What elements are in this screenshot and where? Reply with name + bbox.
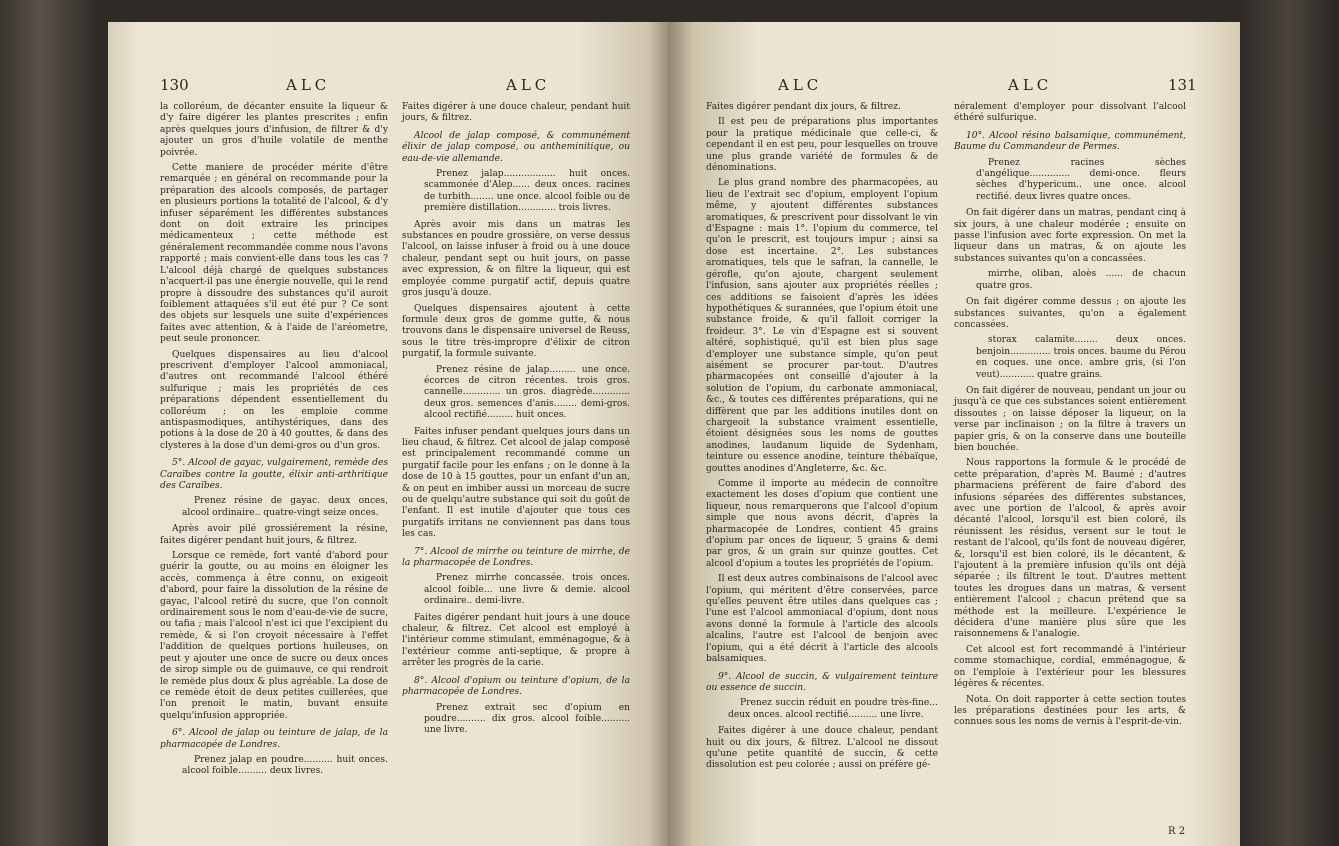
recipe: Prenez extrait sec d'opium en poudre.......... dix gros. alcool foible.......... une livre. (424, 702, 630, 736)
page-number-left: 130 (160, 76, 189, 94)
recipe: storax calamite........ deux onces. benjoin.............. trois onces. baume du Pérou en coques. une once. ambre gris, (si l'on veut)............ quatre grains. (976, 335, 1186, 380)
recipe: Prenez jalap en poudre.......... huit onces. alcool foible.......... deux livres. (182, 754, 388, 777)
signature-mark: R 2 (1168, 826, 1186, 837)
paragraph: Faites digérer pendant dix jours, & filtrez. (706, 102, 901, 112)
paragraph: Faites digérer à une douce chaleur, pendant huit jours, & filtrez. (402, 102, 630, 124)
section-heading: 5°. Alcool de gayac, vulgairement, remède des Caraïbes contre la goutte, élixir anti-arthritique des Caraïbes. (160, 458, 388, 491)
page-number-right: 131 (1168, 76, 1197, 94)
paragraph: Comme il importe au médecin de connoître exactement les doses d'opium que contient une liqueur, nous remarquerons que l'alcool d'opium simple que nous avons décrit, d'après la pharmacopée de Londres, contient 45 grains d'opium par onces de liqueur, 5 grains & demi par gros, & un grain sur quinze gouttes. Cet alcool d'opium a toutes les propriétés de l'opium. (706, 479, 938, 569)
right-page (668, 22, 1240, 846)
paragraph: Après avoir pilé grossiérement la résine, faites digérer pendant huit jours, & filtrez. (160, 524, 388, 546)
left-column-2 (402, 102, 630, 742)
paragraph: Cet alcool est fort recommandé à l'intérieur comme stomachique, cordial, emménagogue, & on l'emploie à l'extérieur pour les blessures légères & récentes. (954, 644, 1186, 690)
section-heading: Alcool de jalap composé, & communément élixir de jalap composé, ou antheminitique, ou eau-de-vie allemande. (402, 130, 630, 164)
recipe: Prenez mirrhe concassée. trois onces. alcool foible... une livre & demie. alcool ordinaire.. demi-livre. (424, 573, 630, 607)
recipe: mirrhe, oliban, aloès ...... de chacun quatre gros. (976, 269, 1186, 291)
paragraph: Faites digérer à une douce chaleur, pendant huit ou dix jours, & filtrez. L'alcool ne dissout qu'une petite quantité de succin, & cette dissolution est peu colorée ; aussi on préfère gé- (706, 726, 938, 771)
paragraph: Nous rapportons la formule & le procédé de cette préparation, d'après M. Baumé ; d'autres pharmaciens préfèrent de faire d'abord des infusions séparées des différentes substances, avec une portion de l'alcool, & après avoir décanté l'alcool, lorsqu'il est bien coloré, ils réunissent les résidus, versent sur le tout le restant de l'alcool, qu'ils font de nouveau digérer, &, lorsqu'il est bien coloré, ils le décantent, & l'ajoutent à la première infusion qu'ils ont déjà séparée ; ils filtrent le tout. D'autres mettent toutes les drogues dans un matras, & versent entièrement l'alcool ; chacun prétend que sa méthode est la meilleure. L'expérience le décidera d'une manière plus sûre que les raisonnemens & l'analogie. (954, 458, 1186, 640)
paragraph: Faites digérer pendant huit jours à une douce chaleur, & filtrez. Cet alcool est employé à l'intérieur comme stimulant, emménagogue, & à l'extérieur comme anti-septique, & propre à arrêter les progrès de la carie. (402, 612, 630, 669)
paragraph: On fait digérer dans un matras, pendant cinq à six jours, à une chaleur modérée ; ensuite on passe l'infusion avec forte expression. On met la liqueur dans un matras, & on ajoute les substances suivantes qu'on a concassées. (954, 208, 1186, 264)
running-head-right-1: ALC (778, 76, 823, 94)
paragraph: Quelques dispensaires au lieu d'alcool prescrivent d'employer l'alcool ammoniacal, d'autres ont recommandé l'alcool éthéré sulfurique ; mais les propriétés de ces préparations dépendent essentiellement du colloréum ; on les emploie comme antispasmodiques, antihystériques, dans des potions à la dose de 20 à 40 gouttes, & dans des clysteres à la dose d'un demi-gros ou d'un gros. (160, 349, 388, 451)
section-heading: 7°. Alcool de mirrhe ou teinture de mirrhe, de la pharmacopée de Londres. (402, 546, 630, 569)
right-column-1 (706, 102, 938, 776)
left-page (108, 22, 668, 846)
running-head-left-2: ALC (506, 76, 551, 94)
paragraph: néralement d'employer pour dissolvant l'alcool éthéré sulfurique. (954, 102, 1186, 124)
section-heading: 10°. Alcool résino balsamique, communément, Baume du Commandeur de Permes. (954, 130, 1186, 153)
paragraph: Quelques dispensaires ajoutent à cette formule deux gros de gomme gutte, & nous trouvons dans le dispensaire universel de Reuss, sous le titre très-impropre d'élixir de citron purgatif, la formule suivante. (402, 303, 630, 360)
recipe: Prenez racines sèches d'angélique.............. demi-once. fleurs sèches d'hypericum.. une once. alcool rectifié. deux livres quatre onces. (976, 157, 1186, 202)
section-heading: 8°. Alcool d'opium ou teinture d'opium, de la pharmacopée de Londres. (402, 675, 630, 698)
paragraph: On fait digérer comme dessus ; on ajoute les substances suivantes, qu'on a également concassées. (954, 297, 1186, 330)
paragraph: Cette maniere de procéder mérite d'être remarquée ; en général on recommande pour la préparation des alcools composés, de partager en plusieurs portions la totalité de l'alcool, & d'y infuser séparément les différentes substances dont on doit extraire les principes médicamenteux ; cette méthode est généralement recommandée comme nous l'avons rapporté ; mais convient-elle dans tous les cas ? L'alcool déjà chargé de quelques substances n'acquert-il pas une énergie nouvelle, qui le rend propre à dissoudre des substances qu'il auroit foiblement attaquées s'il eut été pur ? Ce sont des objets sur lesquels une suite d'expériences faites avec attention, & à l'aide de l'aréometre, peut seule prononcer. (160, 163, 389, 345)
right-column-2 (954, 102, 1186, 733)
recipe: Prenez succin réduit en poudre très-fine... deux onces. alcool rectifié.......... une livre. (728, 698, 938, 720)
paragraph: la colloréum, de décanter ensuite la liqueur & d'y faire digérer les plantes prescrites ; enfin après quelques jours d'infusion, de filtrer & d'y ajouter un gros d'huile volatile de menthe poivrée. (160, 102, 388, 158)
recipe: Prenez résine de jalap......... une once. écorces de citron récentes. trois gros. cannelle............. un gros. diagrède............. deux gros. semences d'anis........ demi-gros. alcool rectifié......... huit onces. (424, 364, 630, 421)
paragraph: On fait digérer de nouveau, pendant un jour ou jusqu'à ce que ces substances soient entièrement dissoutes ; on laisse déposer la liqueur, on la verse par inclinaison ; on la filtre à travers un papier gris, & on la conserve dans une bouteille bien bouchée. (954, 385, 1186, 453)
paragraph: Faites infuser pendant quelques jours dans un lieu chaud, & filtrez. Cet alcool de jalap composé est principalement recommandé comme un purgatif facile pour les enfans ; on le donne à la dose de 10 à 15 gouttes, pour un enfant d'un an, & on peut en imbiber aussi un morceau de sucre ou de quelqu'autre substance qui soit du goût de l'enfant. Il est inutile d'ajouter que tous ces purgatifs irritans ne conviennent pas dans tous les cas. (402, 426, 630, 540)
paragraph: Le plus grand nombre des pharmacopées, au lieu de l'extrait sec d'opium, employent l'opium même, y ajoutent différentes substances aromatiques, & prescrivent pour dissolvant le vin d'Espagne : mais 1°. l'opium du commerce, tel qu'on le prescrit, est toujours impur ; ainsi sa dose est incertaine. 2°. Les substances aromatiques, tels que le safran, la cannelle, le gérofle, qu'on ajoute, chargent seulement l'infusion, sans ajouter aux propriétés réelles ; ces additions se faisoient d'après les idées hypothétiques & surannées, que l'opium étoit une substance froide, & qu'il falloit corriger la froideur. 3°. Le vin d'Espagne est si souvent altéré, sophistiqué, qu'il est bien plus sage d'employer une substance simple, qu'on peut aisément se procurer par-tout. D'autres pharmacopées ont conseillé d'ajouter à la solution de l'opium, du carbonate ammoniacal, &c., & toutes ces différentes préparations, qui ne diffèrent que par les additions inutiles dont on chargeoit la substance vraiment essentielle, étoient désignées sous les noms de gouttes anodines, laudanum liquide de Sydenham, teinture ou essence anodine, teinture thébaïque, gouttes anodines d'Angleterre, &c. &c. (706, 178, 938, 474)
section-heading: 6°. Alcool de jalap ou teinture de jalap, de la pharmacopée de Londres. (160, 728, 388, 750)
paragraph: Après avoir mis dans un matras les substances en poudre grossière, on verse dessus l'alcool, on laisse infuser à froid ou à une douce chaleur, pendant sept ou huit jours, on passe avec expression, & on filtre la liqueur, qui est employée comme purgatif actif, depuis quatre gros jusqu'à douze. (402, 219, 630, 299)
left-column-1 (160, 102, 388, 783)
running-head-right-2: ALC (1008, 76, 1053, 94)
section-heading: 9°. Alcool de succin, & vulgairement teinture ou essence de succin. (706, 671, 938, 693)
paragraph: Lorsque ce remède, fort vanté d'abord pour guérir la goutte, ou au moins en éloigner les accès, commença à être connu, on exigeoit d'abord, pour faire la dissolution de la résine de gayac, l'alcool retiré du sucre, que l'on connoît ordinairement sous le nom d'eau-de-vie de sucre, ou tafia ; mais l'alcool n'est ici que l'excipient du remède, & si l'on croyoit nécessaire à l'effet l'addition de quelques portions huileuses, on peut y ajouter une once de sucre ou deux onces de sirop simple ou de guimauve, ce qui rendroit le remède plus doux & plus agréable. La dose de ce remède étoit de deux petites cuillerées, que l'on prenoit le matin, buvant ensuite quelqu'infusion appropriée. (160, 551, 388, 721)
paragraph: Il est peu de préparations plus importantes pour la pratique médicinale que celle-ci, & cependant il en est peu, pour lesquelles on trouve une plus grande variété de formules & de dénominations. (706, 117, 938, 174)
paragraph: Il est deux autres combinaisons de l'alcool avec l'opium, qui méritent d'être conservées, parce qu'elles peuvent être utiles dans quelques cas ; l'une est l'alcool ammoniacal d'opium, dont nous avons donné la formule à l'article des alcools alcalins, l'autre est l'alcool de benjoin avec l'opium, qui a été décrit à l'article des alcools balsamiques. (706, 574, 938, 665)
running-head-left-1: ALC (286, 76, 331, 94)
recipe: Prenez jalap.................. huit onces. scammonée d'Alep...... deux onces. racines de turbith........ une once. alcool foible ou de première distillation............. trois livres. (424, 169, 630, 214)
recipe: Prenez résine de gayac. deux onces, alcool ordinaire.. quatre-vingt seize onces. (182, 496, 388, 518)
paragraph: Nota. On doit rapporter à cette section toutes les préparations destinées pour les arts, & connues sous les noms de vernis à l'esprit-de-vin. (954, 694, 1186, 728)
